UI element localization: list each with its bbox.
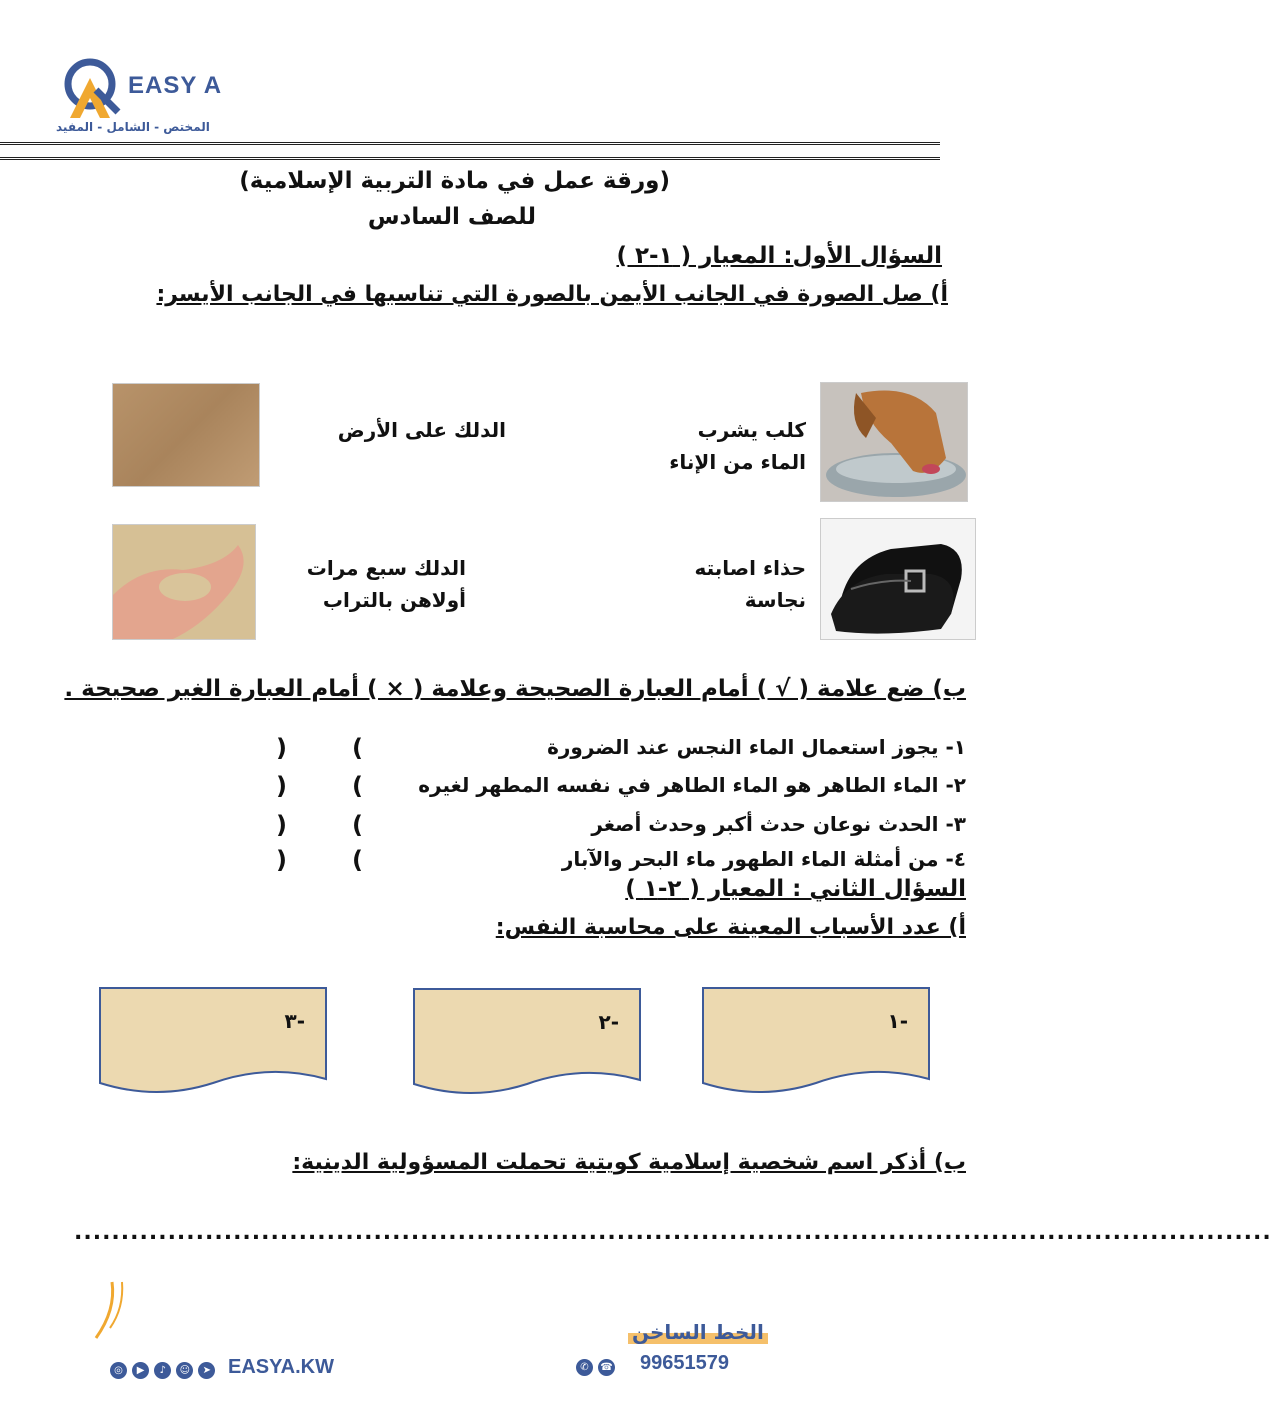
tiktok-icon[interactable]: ♪ — [154, 1362, 171, 1379]
statement-1: ١- يجوز استعمال الماء النجس عند الضرورة — [547, 735, 966, 759]
answer-line[interactable]: ................................................................................................................................ — [74, 1220, 1272, 1245]
social-handle[interactable]: EASYA.KW — [228, 1356, 334, 1378]
instagram-icon[interactable]: ◎ — [110, 1362, 127, 1379]
answer-box-4-close[interactable]: ( — [352, 846, 363, 874]
q2-heading: السؤال الثاني : المعيار ( ٢-١ ) — [625, 876, 966, 902]
snapchat-icon[interactable]: ☺ — [176, 1362, 193, 1379]
reason-card-2[interactable] — [413, 988, 639, 1096]
reason-card-2-label: -٢ — [598, 1010, 619, 1034]
answer-box-3-close[interactable]: ( — [352, 811, 363, 839]
reason-card-3-label: -٣ — [284, 1009, 305, 1033]
answer-box-4-open[interactable]: ) — [276, 846, 287, 874]
decorative-swoosh-icon — [92, 1280, 126, 1340]
worksheet-grade: للصف السادس — [367, 204, 536, 230]
statement-3: ٣- الحدث نوعان حدث أكبر وحدث أصغر — [591, 812, 966, 836]
youtube-icon[interactable]: ▶ — [132, 1362, 149, 1379]
reason-card-3[interactable] — [99, 987, 325, 1095]
match-right-item-1[interactable] — [669, 414, 806, 478]
statement-2: ٢- الماء الطاهر هو الماء الطاهر في نفسه المطهر لغيره — [418, 773, 966, 797]
match-left-item-2-line2: أولاهن بالتراب — [322, 588, 466, 612]
match-right-item-2-line2: نجاسة — [744, 588, 806, 612]
match-left-item-2-line1: الدلك سبع مرات — [306, 556, 466, 580]
answer-box-2-open[interactable]: ) — [276, 772, 287, 800]
dog-drinking-image — [820, 382, 968, 502]
reason-card-1[interactable] — [702, 987, 928, 1095]
reason-card-1-label: -١ — [887, 1009, 908, 1033]
q2-part-b: ب) أذكر اسم شخصية إسلامية كويتية تحملت المسؤولية الدينية: — [292, 1150, 966, 1175]
match-left-item-2[interactable] — [307, 552, 466, 616]
hand-in-sand-image — [112, 524, 256, 640]
q1-heading: السؤال الأول: المعيار ( ١-٢ ) — [616, 243, 942, 269]
social-icons — [110, 1358, 215, 1379]
logo-mark-icon — [56, 56, 128, 120]
match-right-item-2[interactable] — [694, 552, 806, 616]
phone-icons — [576, 1355, 615, 1376]
q1-part-b: ب) ضع علامة ( √ ) أمام العبارة الصحيحة وعلامة ( × ) أمام العبارة الغير صحيحة . — [64, 676, 966, 702]
shoes-image — [820, 518, 976, 640]
logo-name: EASY A — [128, 72, 223, 99]
match-right-item-1-line1: كلب يشرب — [697, 418, 806, 442]
match-right-item-2-line1: حذاء اصابته — [694, 556, 806, 580]
answer-box-3-open[interactable]: ) — [276, 811, 287, 839]
statement-4: ٤- من أمثلة الماء الطهور ماء البحر والآبار — [561, 847, 966, 871]
q2-part-a: أ) عدد الأسباب المعينة على محاسبة النفس: — [495, 915, 966, 940]
sand-ground-image — [112, 383, 260, 487]
logo-tagline: المختص - الشامل - المفيد — [56, 120, 210, 134]
answer-box-1-open[interactable]: ) — [276, 734, 287, 762]
match-left-item-1-line1: الدلك على الأرض — [337, 418, 506, 442]
answer-box-2-close[interactable]: ( — [352, 772, 363, 800]
hotline-label: الخط الساخن — [628, 1320, 768, 1344]
header-divider — [0, 142, 940, 160]
answer-box-1-close[interactable]: ( — [352, 734, 363, 762]
match-left-item-1[interactable] — [338, 414, 506, 446]
worksheet-title: (ورقة عمل في مادة التربية الإسلامية) — [239, 168, 670, 194]
call-icon: ☎ — [598, 1359, 615, 1376]
whatsapp-icon: ✆ — [576, 1359, 593, 1376]
match-right-item-1-line2: الماء من الإناء — [669, 450, 806, 474]
phone-number[interactable]: 99651579 — [640, 1352, 729, 1374]
q1-part-a: أ) صل الصورة في الجانب الأيمن بالصورة التي تناسبها في الجانب الأيسر: — [156, 282, 948, 307]
telegram-icon[interactable]: ➤ — [198, 1362, 215, 1379]
